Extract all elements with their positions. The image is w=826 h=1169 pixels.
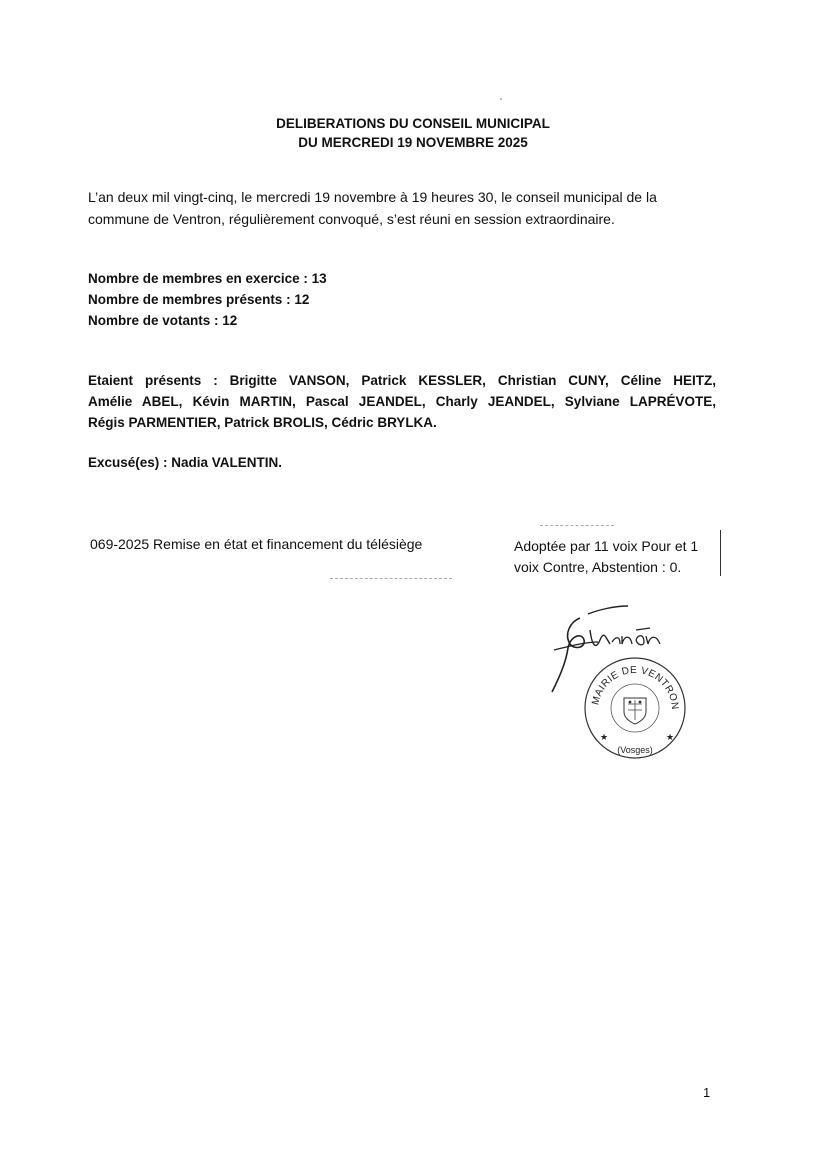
scan-dash-line [540,525,614,526]
scan-dash-line [330,578,452,579]
document-subtitle-date: DU MERCREDI 19 NOVEMBRE 2025 [298,135,528,150]
stamp-star-icon: ★ [600,732,609,742]
attendance-list [88,370,716,433]
excused-members: Excusé(es) : Nadia VALENTIN. [88,455,283,470]
attendance-line: Amélie ABEL, Kévin MARTIN, Pascal JEANDEL, Charly JEANDEL, Sylviane LAPRÉVOTE, [88,394,716,409]
result-line: voix Contre, Abstention : 0. [514,559,682,575]
voters-count: Nombre de votants : 12 [88,313,238,328]
stamp-star-icon: ★ [666,732,675,742]
deliberation-result [514,536,716,578]
vertical-rule [720,530,721,576]
result-line: Adoptée par 11 voix Pour et 1 [514,538,699,554]
town-hall-stamp [580,652,690,762]
intro-paragraph [88,186,728,230]
member-counts [88,268,327,331]
intro-line: L’an deux mil vingt-cinq, le mercredi 19 novembre à 19 heures 30, le conseil municipal de la [88,189,657,205]
scan-speck [500,98,502,100]
members-present: Nombre de membres présents : 12 [88,292,310,307]
members-in-office: Nombre de membres en exercice : 13 [88,271,327,286]
attendance-line: Régis PARMENTIER, Patrick BROLIS, Cédric BRYLKA. [88,415,437,430]
stamp-department: (Vosges) [617,745,653,755]
document-title: DELIBERATIONS DU CONSEIL MUNICIPAL [276,116,550,131]
stamp-town-name: MAIRIE DE VENTRON [590,664,681,711]
attendance-line: Etaient présents : Brigitte VANSON, Patrick KESSLER, Christian CUNY, Céline HEITZ, [88,373,716,388]
page-number: 1 [703,1085,711,1100]
coat-of-arms-icon [624,698,646,724]
intro-line: commune de Ventron, régulièrement convoqué, s’est réuni en session extraordinaire. [88,211,615,227]
deliberation-subject: 069-2025 Remise en état et financement du télésiège [90,536,423,552]
